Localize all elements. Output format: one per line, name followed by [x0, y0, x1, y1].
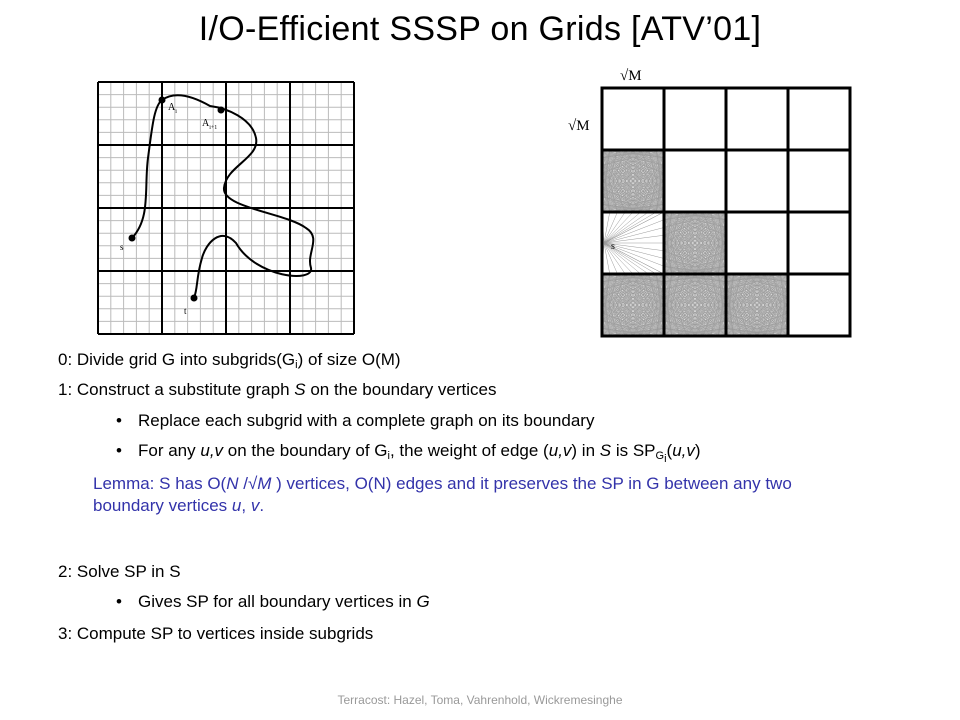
label-sqrt-m-row: √M [568, 118, 590, 134]
subgrid-block [602, 88, 664, 150]
footer-credits: Terracost: Hazel, Toma, Vahrenhold, Wickremesinghe [337, 693, 623, 707]
point-s [129, 235, 136, 242]
step-3: 3: Compute SP to vertices inside subgrids [58, 624, 374, 643]
bullet-2: For any u,v on the boundary of $G_i$, the weight of edge (u,v) in S is $SP_{G_i}(u,v)$ [138, 441, 701, 465]
subgrid-block [726, 212, 788, 274]
subgrid-block [788, 150, 850, 212]
subgrid-graph-figure [560, 58, 860, 338]
step-2: 2: Solve SP in S [58, 562, 181, 581]
subgrid-block [726, 150, 788, 212]
subgrid-block [726, 88, 788, 150]
label-t: t [184, 306, 187, 316]
subgrid-block [788, 88, 850, 150]
bullet-1: Replace each subgrid with a complete graph on its boundary [138, 411, 595, 430]
bullet-2-glyph: • [116, 441, 122, 460]
lemma-text: Lemma: S has O(N /√M ) vertices, O(N) edges and it preserves the SP in G between any two boundary vertices u, v. [93, 474, 792, 515]
bullet-3: Gives SP for all boundary vertices in G [138, 592, 430, 611]
bullet-1-glyph: • [116, 411, 122, 430]
label-s: s [120, 242, 124, 252]
path-curve [132, 95, 313, 298]
label-a-i1: $A_{i+1}$ [202, 118, 218, 131]
grid-path-figure [96, 78, 358, 336]
bullet-3-glyph: • [116, 592, 122, 611]
subgrid-block [788, 212, 850, 274]
step-1: 1: Construct a substitute graph S on the boundary vertices [58, 380, 497, 399]
subgrid-block [664, 88, 726, 150]
point-t [191, 295, 198, 302]
subgrid-block [664, 150, 726, 212]
slide-title: I/O-Efficient SSSP on Grids [ATV’01] [198, 10, 762, 48]
point-a-i1 [218, 107, 225, 114]
label-a-i: $A_i$ [168, 102, 177, 115]
point-a-i [159, 97, 166, 104]
subgrid-block [788, 274, 850, 336]
label-s-right: s [611, 241, 615, 252]
label-sqrt-m-col: √M [620, 68, 642, 84]
step-0: 0: Divide grid G into $subgrids(G_i)$ of size O(M) [58, 350, 401, 371]
